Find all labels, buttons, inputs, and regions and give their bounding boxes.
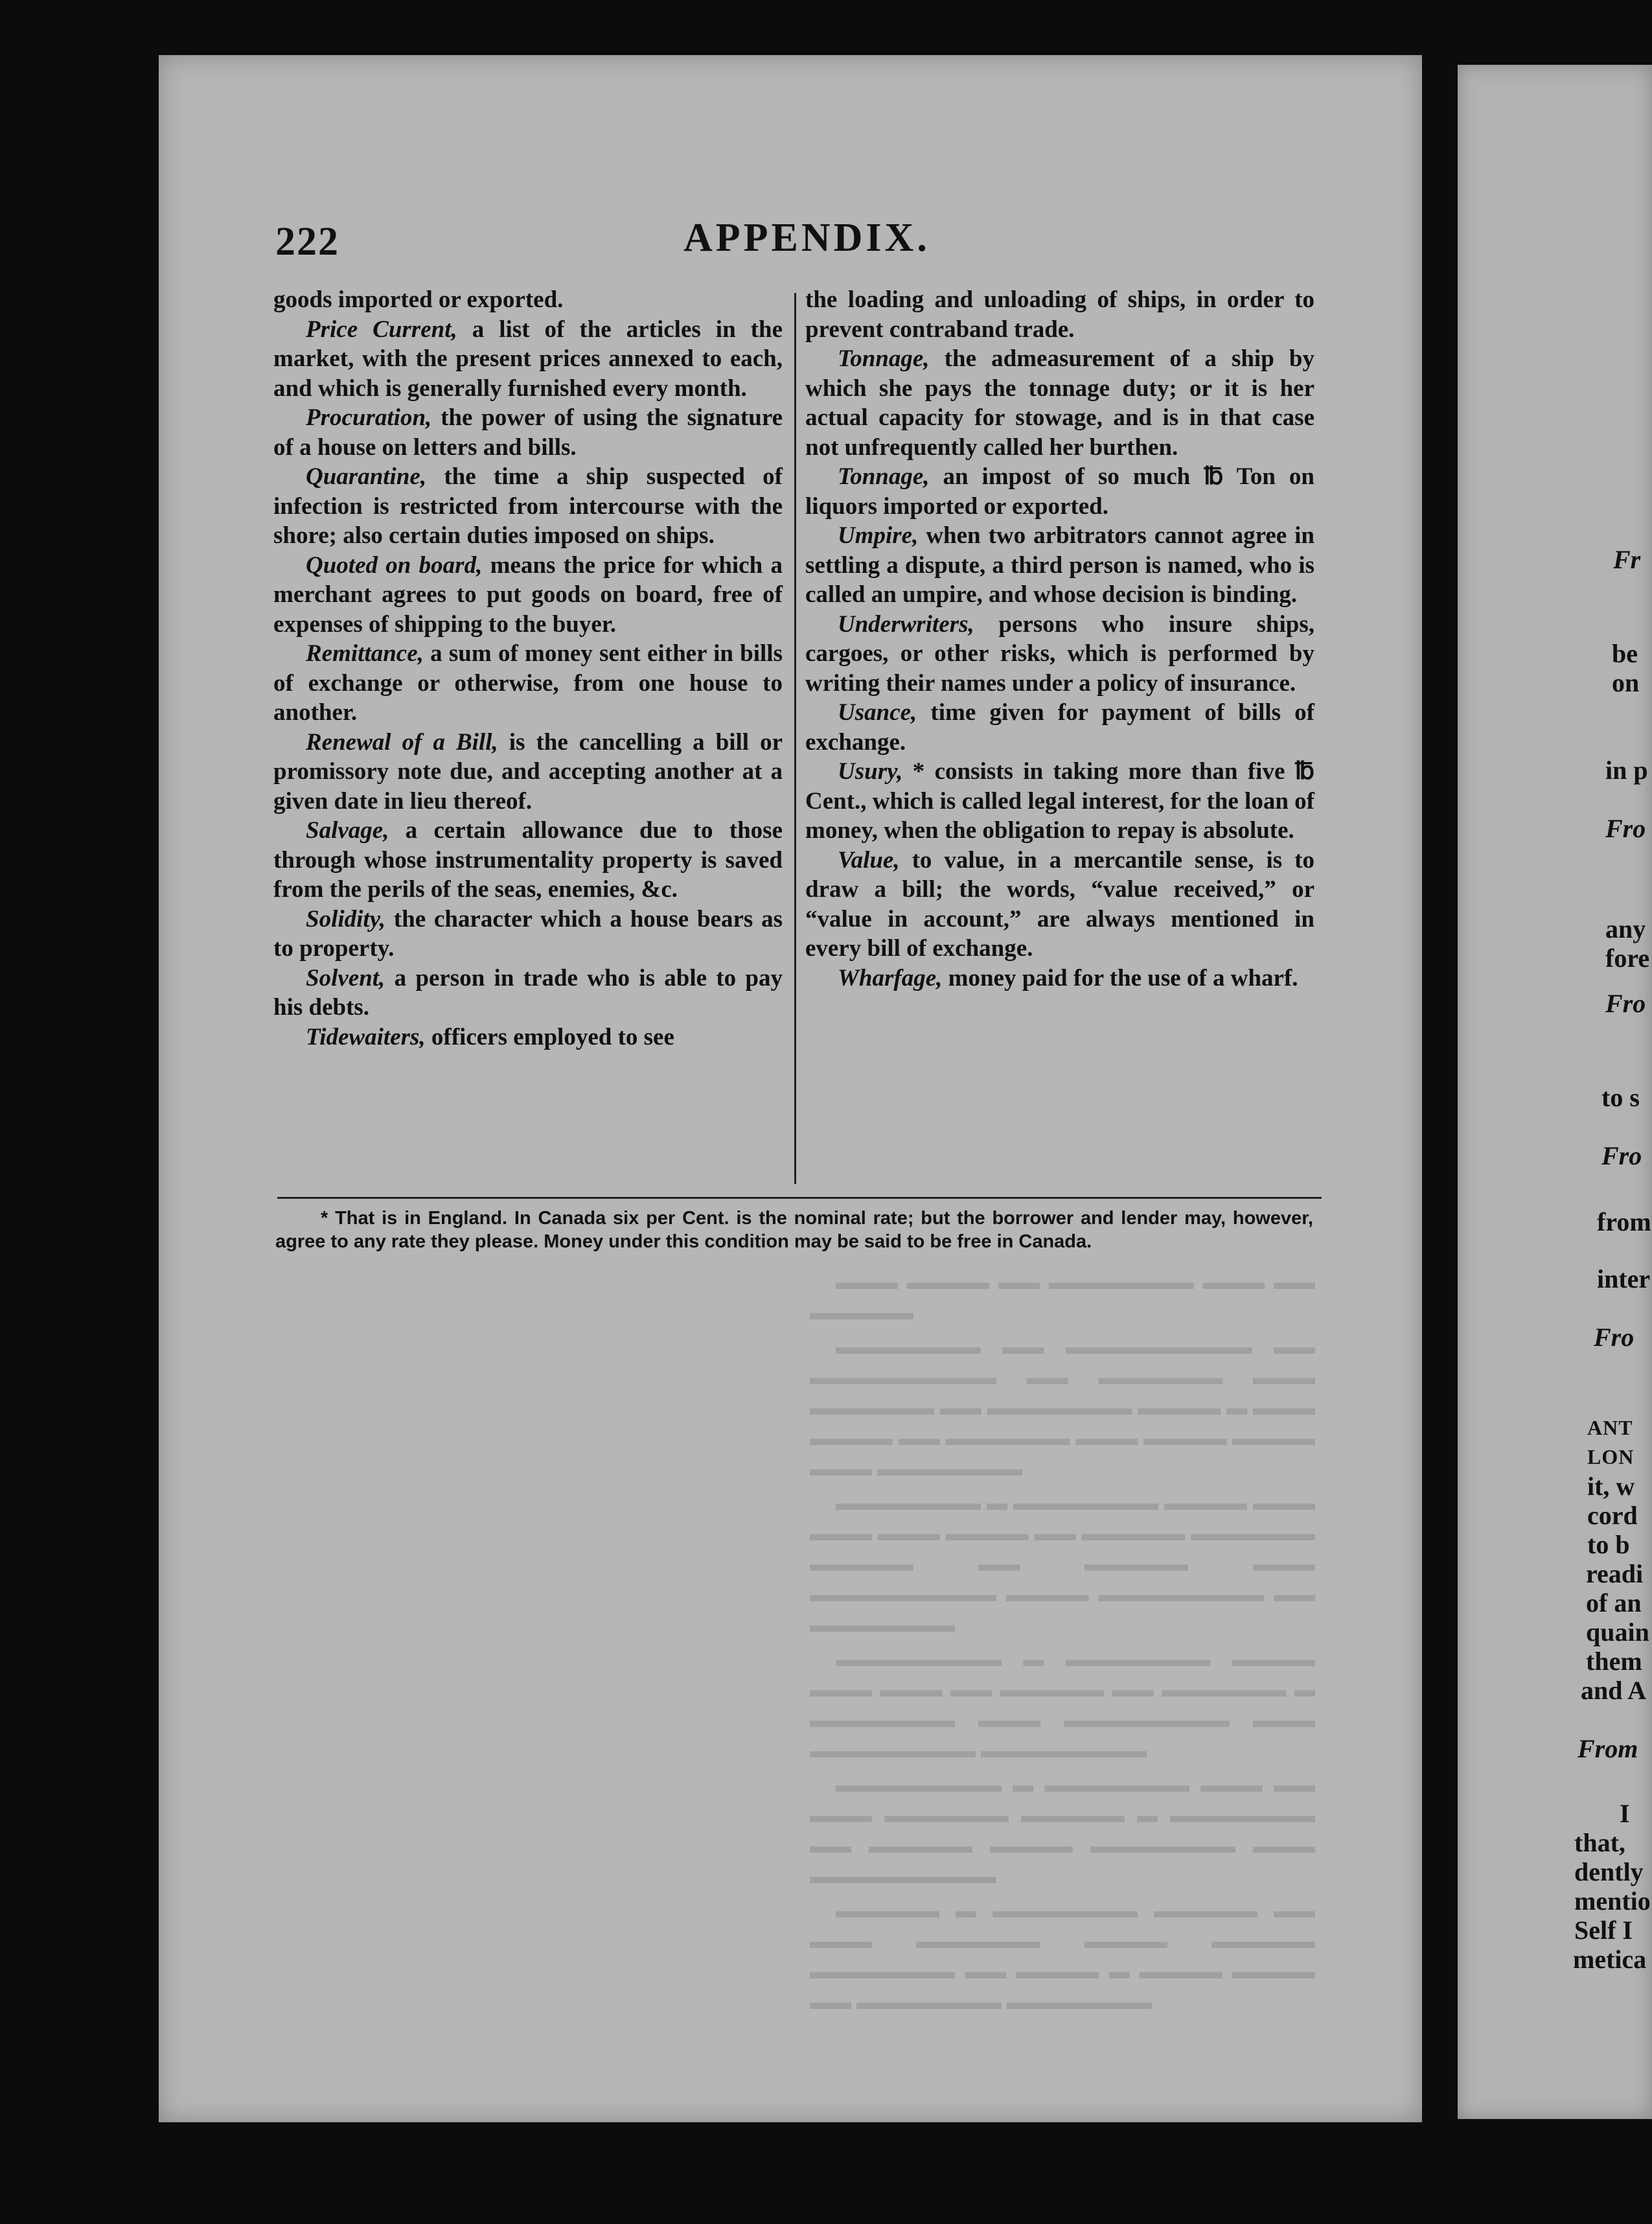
entry-term: Tonnage, [838,345,930,372]
right-page-fragment: From [1577,1734,1638,1763]
entry-term: Renewal of a Bill, [306,728,498,756]
right-page-fragment: to b [1587,1530,1630,1559]
right-page-fragment: it, w [1587,1472,1635,1501]
right-page-fragment: and A [1581,1676,1647,1705]
right-page-fragment: I [1620,1799,1630,1828]
glossary-entry [805,610,1314,699]
right-page-fragment: Fr [1613,545,1641,574]
entry-term: Wharfage, [838,964,943,991]
entry-term: Tidewaiters, [306,1023,426,1050]
right-column [805,285,1314,993]
glossary-entry [273,285,783,315]
right-page-fragment: to s [1601,1083,1640,1112]
entry-definition: when two arbitrators cannot agree in settling a dispute, a third person is named, who is called an umpire, and whose decision is binding. [805,522,1314,608]
entry-definition: means the price for which a merchant agrees to put goods on board, free of expenses of shipping to the buyer. [273,551,783,638]
entry-definition: the admeasurement of a ship by which she pays the tonnage duty; or it is her actual capacity for stowage, and is in that case not unfrequently called her burthen. [805,345,1314,461]
entry-definition: the loading and unloading of ships, in order to prevent contraband trade. [805,286,1314,343]
right-page-fragment: of an [1586,1588,1642,1617]
entry-term: Remittance, [306,640,424,667]
right-page-fragment: in p [1605,756,1648,785]
right-page-fragment: dently [1574,1857,1644,1886]
glossary-entry [273,462,783,551]
glossary-entry [805,462,1314,521]
entry-definition: the power of using the signature of a house on letters and bills. [273,404,783,461]
glossary-entry [805,285,1314,344]
entry-definition: a list of the articles in the market, with the present prices annexed to each, and which is generally furnished every month. [273,316,783,402]
footnote: * That is in England. In Canada six per Cent. is the nominal rate; but the borrower and lender may, however, agree to any rate they please. Money under this condition may be said to be free in Canada. [275,1208,1313,1252]
footnote-rule [277,1197,1322,1199]
right-page-fragment: Fro [1594,1323,1635,1352]
entry-definition: is the cancelling a bill or promissory note due, and accepting another at a given date in lieu thereof. [273,728,783,815]
glossary-entry [273,403,783,462]
entry-definition: the character which a house bears as to property. [273,905,783,962]
glossary-entry [273,905,783,964]
right-page-fragment: quain [1586,1617,1649,1647]
right-page-fragment: Fro [1605,989,1646,1018]
entry-term: Umpire, [838,522,919,549]
left-column [273,285,783,1052]
right-page-fragment: readi [1586,1559,1644,1588]
right-page-fragment: mentio [1574,1886,1651,1916]
entry-definition: to value, in a mercantile sense, is to draw a bill; the words, “value received,” or “value in account,” are always mentioned in every bill of exchange. [805,846,1314,962]
right-page-fragment: from [1597,1207,1651,1236]
glossary-entry [805,964,1314,993]
bleed-through-text: ▬▬▬ ▬▬▬▬ ▬▬ ▬▬▬▬▬▬▬ ▬▬▬ ▬▬ ▬▬▬▬▬ ▬▬▬▬▬▬▬ ▬▬ ▬▬▬▬▬▬▬▬▬ ▬▬ ▬▬▬▬▬▬▬▬▬ ▬▬ ▬▬▬▬▬▬ ▬▬▬ ▬▬▬▬▬▬ ▬▬ ▬▬▬▬▬▬▬ ▬▬▬▬ ▬ ▬▬▬ ▬▬▬▬ ▬▬ ▬▬▬▬▬▬ ▬▬▬ ▬▬▬▬ ▬▬▬▬ ▬▬▬ ▬▬▬▬▬▬▬ ▬▬▬▬▬▬▬ ▬ ▬▬▬▬▬▬▬ ▬▬▬▬ ▬▬▬ ▬▬▬ ▬▬▬ ▬▬▬▬ ▬▬ ▬▬▬▬▬ ▬▬▬▬▬▬ ▬▬▬▬▬ ▬▬ ▬▬▬▬▬ ▬▬▬ ▬▬▬▬▬▬▬▬▬ ▬▬▬▬ ▬▬▬▬▬▬▬▬ ▬▬ ▬▬▬▬▬▬▬ ▬▬▬▬▬▬▬▬ ▬ ▬▬▬▬▬▬▬ ▬▬▬▬ ▬▬▬ ▬▬▬ ▬▬ ▬▬▬▬▬ ▬▬ ▬▬▬▬▬▬ ▬ ▬▬▬▬▬▬▬ ▬▬▬ ▬▬▬▬▬▬▬▬ ▬▬▬ ▬▬▬▬▬▬▬▬ ▬▬▬▬▬▬▬▬ ▬▬▬▬▬▬▬▬ ▬ ▬▬▬▬▬▬▬ ▬▬▬ ▬▬ ▬▬▬ ▬▬▬▬▬▬ ▬▬▬▬▬ ▬ ▬▬▬▬▬▬▬ ▬▬ ▬▬▬▬▬ ▬▬▬▬ ▬▬▬▬▬▬▬ ▬▬▬ ▬▬▬▬▬▬▬▬▬ ▬▬▬▬▬ ▬ ▬▬▬▬▬▬▬ ▬▬▬▬▬ ▬▬ ▬▬▬ ▬▬▬▬▬▬ ▬▬▬▬ ▬▬▬▬▬ ▬▬▬▬▬▬▬ ▬▬ ▬▬▬▬ ▬ ▬▬▬▬ ▬▬▬▬ ▬▬ ▬▬▬▬▬▬▬ ▬▬▬▬▬▬▬ [810,1270,1315,2013]
right-page-fragment: any [1605,914,1646,944]
right-page-fragment: LON [1587,1445,1635,1468]
entry-definition: a certain allowance due to those through whose instrumentality property is saved from the perils of the seas, enemies, &c. [273,817,783,903]
right-page-fragment: fore [1605,944,1650,973]
glossary-entry [805,757,1314,846]
glossary-entry [805,344,1314,462]
glossary-entry [273,816,783,905]
right-page-fragment: cord [1587,1501,1638,1530]
glossary-entry [273,728,783,817]
entry-term: Underwriters, [838,610,974,638]
entry-term: Procuration, [306,404,432,431]
right-page-fragment: be [1612,639,1638,668]
running-head: APPENDIX. [683,216,930,260]
entry-definition: goods imported or exported. [273,286,564,313]
entry-definition: persons who insure ships, cargoes, or other risks, which is performed by writing their names under a policy of insurance. [805,610,1314,697]
entry-term: Value, [838,846,900,874]
entry-term: Quarantine, [306,463,427,490]
right-page-fragment: metica [1573,1945,1647,1974]
right-page-fragment: ANT [1587,1416,1633,1439]
glossary-entry [273,1023,783,1052]
page-number: 222 [275,220,339,264]
right-page-fragment: Fro [1601,1141,1642,1170]
entry-definition: time given for payment of bills of exchange. [805,699,1314,756]
right-page-fragment: Fro [1605,814,1646,843]
entry-term: Usury, [838,758,903,785]
entry-definition: officers employed to see [425,1023,674,1050]
glossary-entry [805,698,1314,757]
entry-term: Solvent, [306,964,385,991]
entry-definition: the time a ship suspected of infection is restricted from intercourse with the shore; also certain duties imposed on ships. [273,463,783,549]
entry-term: Solidity, [306,905,385,932]
entry-definition: * consists in taking more than five ℔ Cent., which is called legal interest, for the loan of money, when the obligation to repay is absolute. [805,758,1314,844]
entry-term: Usance, [838,699,917,726]
entry-term: Salvage, [306,817,389,844]
entry-definition: money paid for the use of a wharf. [942,964,1298,991]
glossary-entry [273,551,783,640]
glossary-entry [805,846,1314,964]
entry-definition: a sum of money sent either in bills of exchange or otherwise, from one house to another. [273,640,783,726]
glossary-entry [273,964,783,1023]
right-page-fragment: on [1612,668,1640,697]
right-page-fragment: inter [1597,1264,1651,1293]
right-page-fragment: Self I [1574,1916,1633,1945]
entry-term: Quoted on board, [306,551,483,579]
glossary-entry [805,521,1314,610]
column-divider [794,293,796,1184]
entry-definition: a person in trade who is able to pay his debts. [273,964,783,1021]
glossary-entry [273,639,783,728]
entry-term: Tonnage, [838,463,930,490]
right-page-fragment: that, [1574,1828,1625,1857]
glossary-entry [273,315,783,404]
entry-term: Price Current, [306,316,457,343]
right-page-fragment: them [1586,1647,1642,1676]
entry-definition: an impost of so much ℔ Ton on liquors imported or exported. [805,463,1314,520]
